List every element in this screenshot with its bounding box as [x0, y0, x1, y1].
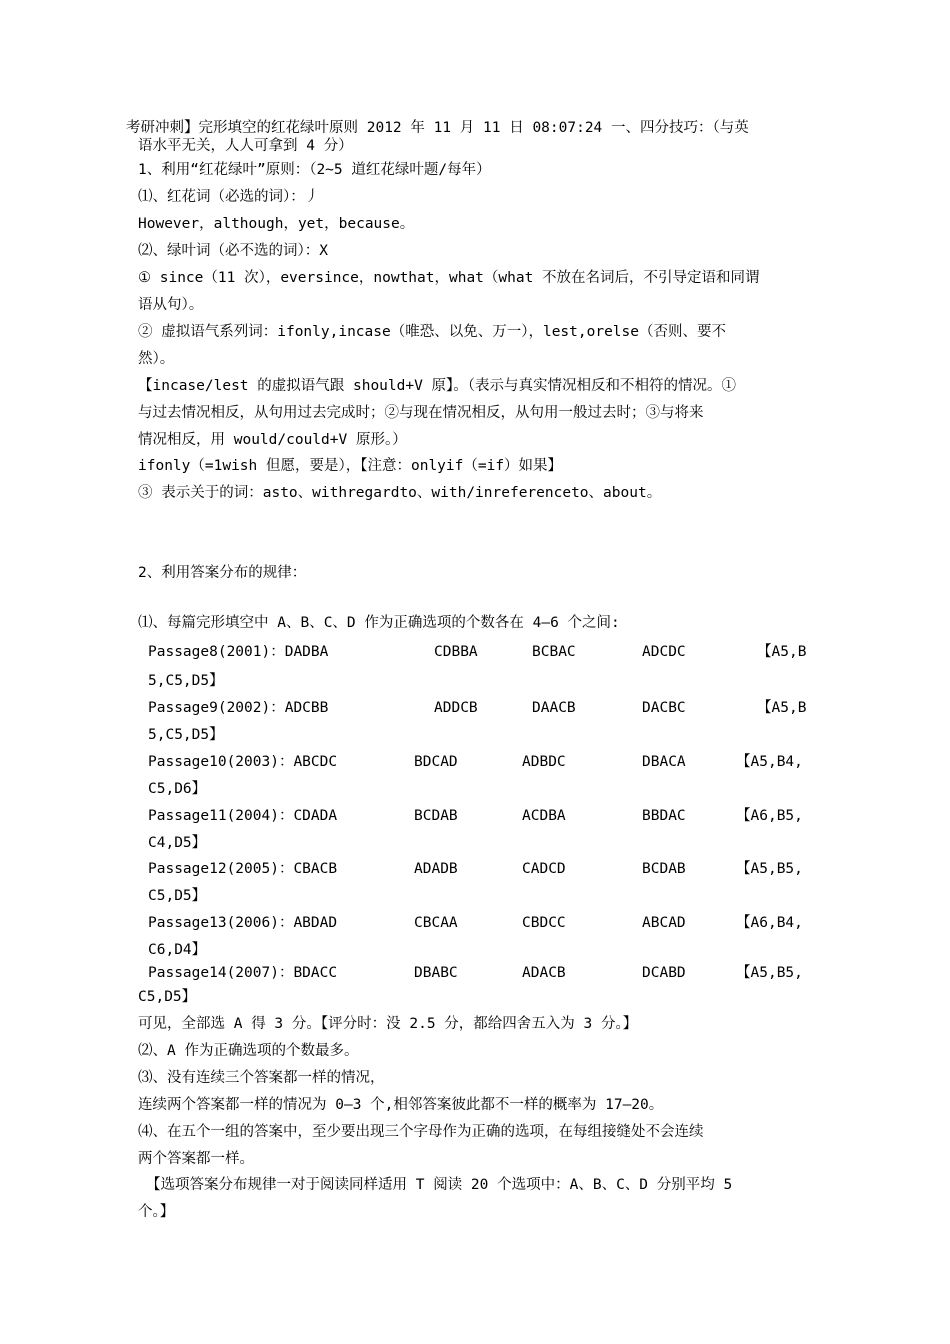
- answer-group: ADCDC: [642, 644, 686, 660]
- green-item-1-line-2: 语从句）。: [138, 297, 204, 313]
- answer-count: 【A5,B5,: [736, 861, 803, 877]
- ifonly-note: ifonly（=1wish 但愿，要是），【注意：onlyif（=if）如果】: [138, 458, 563, 474]
- answer-count: 【A6,B5,: [736, 808, 803, 824]
- answer-count-continued: 5,C5,D5】: [148, 727, 224, 743]
- answer-group: DACBC: [642, 700, 686, 716]
- passage-label: Passage14(2007)：BDACC: [148, 965, 338, 981]
- answer-count-continued: C5,D5】: [138, 989, 197, 1005]
- rule-4-line-2: 两个答案都一样。: [138, 1151, 254, 1167]
- section-2-heading: 2、利用答案分布的规律：: [138, 565, 307, 581]
- passage-label: Passage9(2002)：ADCBB: [148, 700, 329, 716]
- answer-group: CADCD: [522, 861, 566, 877]
- reading-note-line-2: 个。】: [138, 1204, 175, 1220]
- subjunctive-note-line-2: 与过去情况相反，从句用过去完成时；②与现在情况相反，从句用一般过去时；③与将来: [138, 405, 704, 421]
- red-words-label: ⑴、红花词（必选的词）：丿: [138, 189, 320, 205]
- answer-count-continued: C5,D5】: [148, 888, 207, 904]
- answer-group: ACDBA: [522, 808, 566, 824]
- green-words-label: ⑵、绿叶词（必不选的词）：X: [138, 243, 328, 259]
- answer-count: 【A6,B4,: [736, 915, 803, 931]
- answer-count: 【A5,B: [757, 644, 807, 660]
- answer-count: 【A5,B: [757, 700, 807, 716]
- answer-group: ADDCB: [434, 700, 478, 716]
- answer-count-continued: C5,D6】: [148, 781, 207, 797]
- green-item-2-line-1: ② 虚拟语气系列词：ifonly,incase（唯恐、以免、万一），lest,orelse（否则、要不: [138, 324, 726, 340]
- answer-count-continued: C4,D5】: [148, 835, 207, 851]
- answer-count-continued: 5,C5,D5】: [148, 673, 224, 689]
- answer-group: ABCAD: [642, 915, 686, 931]
- section-1-heading: 1、利用“红花绿叶”原则：（2~5 道红花绿叶题/每年）: [138, 162, 491, 178]
- answer-group: DBABC: [414, 965, 458, 981]
- answer-group: CDBBA: [434, 644, 478, 660]
- passage-row: [0, 859, 950, 879]
- rule-3-line-1: ⑶、没有连续三个答案都一样的情况，: [138, 1070, 385, 1086]
- passage-label: Passage10(2003)：ABCDC: [148, 754, 338, 770]
- green-item-1-line-1: ① since（11 次），eversince，nowthat，what（what 不放在名词后，不引导定语和同谓: [138, 270, 760, 286]
- answer-group: CBCAA: [414, 915, 458, 931]
- red-words-list: However，although，yet，because。: [138, 216, 415, 232]
- passage-label: Passage13(2006)：ABDAD: [148, 915, 338, 931]
- answer-group: ADADB: [414, 861, 458, 877]
- passage-row: [0, 752, 950, 772]
- answer-group: ADACB: [522, 965, 566, 981]
- green-item-2-line-2: 然）。: [138, 351, 175, 367]
- subjunctive-note-line-1: 【incase/lest 的虚拟语气跟 should+V 原】。（表示与真实情况相反和不相符的情况。①: [138, 378, 737, 394]
- answer-group: BBDAC: [642, 808, 686, 824]
- answer-count: 【A5,B5,: [736, 965, 803, 981]
- passage-row: [0, 642, 950, 662]
- rule-3-line-2: 连续两个答案都一样的情况为 0—3 个,相邻答案彼此都不一样的概率为 17—20。: [138, 1097, 664, 1113]
- conclusion: 可见，全部选 A 得 3 分。【评分时：没 2.5 分，都给四舍五入为 3 分。】: [138, 1016, 638, 1032]
- answer-group: CBDCC: [522, 915, 566, 931]
- rule-1: ⑴、每篇完形填空中 A、B、C、D 作为正确选项的个数各在 4—6 个之间:: [138, 615, 620, 631]
- rule-4-line-1: ⑷、在五个一组的答案中，至少要出现三个字母作为正确的选项，在每组接缝处不会连续: [138, 1124, 704, 1140]
- title-line-2: 语水平无关，人人可拿到 4 分）: [138, 138, 353, 154]
- answer-count-continued: C6,D4】: [148, 942, 207, 958]
- title-line-1: 考研冲刺】完形填空的红花绿叶原则 2012 年 11 月 11 日 08:07:24 一、四分技巧：（与英: [126, 120, 749, 136]
- answer-group: BDCAD: [414, 754, 458, 770]
- passage-row: [0, 806, 950, 826]
- passage-row: [0, 698, 950, 718]
- subjunctive-note-line-3: 情况相反，用 would/could+V 原形。）: [138, 432, 407, 448]
- answer-group: BCBAC: [532, 644, 576, 660]
- reading-note-line-1: 【选项答案分布规律一对于阅读同样适用 T 阅读 20 个选项中：A、B、C、D 分别平均 5: [146, 1177, 733, 1193]
- answer-group: ADBDC: [522, 754, 566, 770]
- answer-count: 【A5,B4,: [736, 754, 803, 770]
- answer-group: BCDAB: [414, 808, 458, 824]
- green-item-3: ③ 表示关于的词：asto、withregardto、with/inreferenceto、about。: [138, 485, 662, 501]
- passage-row: [0, 913, 950, 933]
- passage-label: Passage12(2005)：CBACB: [148, 861, 338, 877]
- answer-group: DAACB: [532, 700, 576, 716]
- answer-group: DBACA: [642, 754, 686, 770]
- passage-row: [0, 963, 950, 983]
- answer-group: BCDAB: [642, 861, 686, 877]
- rule-2: ⑵、A 作为正确选项的个数最多。: [138, 1043, 359, 1059]
- answer-group: DCABD: [642, 965, 686, 981]
- passage-label: Passage11(2004)：CDADA: [148, 808, 338, 824]
- passage-label: Passage8(2001)：DADBA: [148, 644, 329, 660]
